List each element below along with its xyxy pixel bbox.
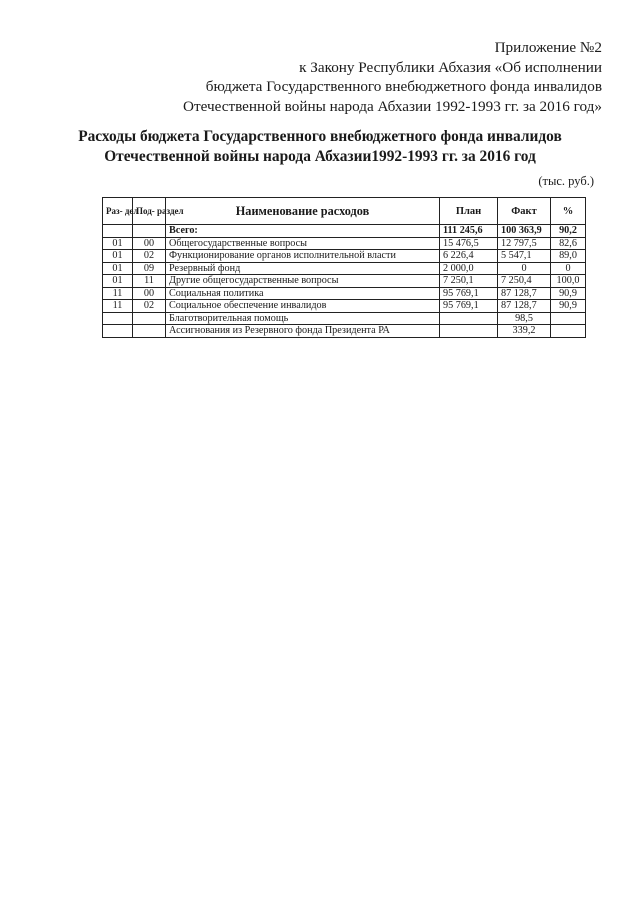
appendix-line-4: Отечественной войны народа Абхазии 1992-1993 гг. за 2016 год»	[182, 97, 602, 115]
table-row	[103, 250, 586, 263]
cell-name: Социальная политика	[166, 287, 440, 300]
units-label: (тыс. руб.)	[538, 174, 594, 188]
cell-podrazdel: 00	[133, 237, 166, 250]
appendix-line-1: Приложение №2	[494, 39, 602, 56]
header-razdel: Раз- дел	[103, 198, 133, 225]
expenses-table	[102, 197, 586, 338]
table-row	[103, 312, 586, 325]
cell-percent: 0	[551, 262, 586, 275]
cell-fact: 87 128,7	[498, 287, 551, 300]
table-row	[103, 325, 586, 338]
cell-razdel: 11	[103, 287, 133, 300]
cell-fact: 12 797,5	[498, 237, 551, 250]
cell-plan	[440, 312, 498, 325]
cell-name: Функционирование органов исполнительной власти	[166, 250, 440, 263]
header-plan: План	[440, 198, 498, 225]
cell-percent: 82,6	[551, 237, 586, 250]
cell-plan	[440, 325, 498, 338]
cell-razdel	[103, 312, 133, 325]
cell-razdel	[103, 225, 133, 238]
cell-podrazdel: 09	[133, 262, 166, 275]
cell-razdel: 01	[103, 250, 133, 263]
cell-fact: 98,5	[498, 312, 551, 325]
cell-percent: 90,9	[551, 287, 586, 300]
cell-plan: 7 250,1	[440, 275, 498, 288]
cell-fact: 100 363,9	[498, 225, 551, 238]
header-percent: %	[551, 198, 586, 225]
cell-percent	[551, 312, 586, 325]
cell-percent: 100,0	[551, 275, 586, 288]
document-title	[0, 127, 640, 166]
table-row	[103, 300, 586, 313]
cell-podrazdel	[133, 225, 166, 238]
table-header-row	[103, 198, 586, 225]
cell-percent	[551, 325, 586, 338]
cell-podrazdel: 00	[133, 287, 166, 300]
cell-razdel: 01	[103, 237, 133, 250]
cell-podrazdel: 02	[133, 250, 166, 263]
cell-name: Всего:	[166, 225, 440, 238]
cell-plan: 95 769,1	[440, 287, 498, 300]
cell-name: Благотворительная помощь	[166, 312, 440, 325]
cell-razdel: 01	[103, 275, 133, 288]
cell-razdel: 01	[103, 262, 133, 275]
cell-plan: 15 476,5	[440, 237, 498, 250]
cell-razdel	[103, 325, 133, 338]
cell-name: Социальное обеспечение инвалидов	[166, 300, 440, 313]
cell-name: Ассигнования из Резервного фонда Президента РА	[166, 325, 440, 338]
cell-fact: 87 128,7	[498, 300, 551, 313]
header-name: Наименование расходов	[166, 198, 440, 225]
cell-plan: 6 226,4	[440, 250, 498, 263]
total-row	[103, 225, 586, 238]
table-row	[103, 237, 586, 250]
cell-name: Общегосударственные вопросы	[166, 237, 440, 250]
cell-percent: 89,0	[551, 250, 586, 263]
title-line-2: Отечественной войны народа Абхазии1992-1993 гг. за 2016 год	[104, 147, 536, 165]
table-row	[103, 287, 586, 300]
cell-percent: 90,2	[551, 225, 586, 238]
cell-plan: 2 000,0	[440, 262, 498, 275]
cell-fact: 7 250,4	[498, 275, 551, 288]
table-row	[103, 262, 586, 275]
cell-podrazdel: 02	[133, 300, 166, 313]
title-line-1: Расходы бюджета Государственного внебюджетного фонда инвалидов	[78, 128, 562, 145]
appendix-line-2: к Закону Республики Абхазия «Об исполнении	[299, 58, 602, 76]
cell-fact: 5 547,1	[498, 250, 551, 263]
cell-podrazdel	[133, 325, 166, 338]
header-podrazdel: Под- раздел	[133, 198, 166, 225]
cell-razdel: 11	[103, 300, 133, 313]
cell-fact: 339,2	[498, 325, 551, 338]
cell-plan: 95 769,1	[440, 300, 498, 313]
cell-fact: 0	[498, 262, 551, 275]
cell-name: Резервный фонд	[166, 262, 440, 275]
cell-name: Другие общегосударственные вопросы	[166, 275, 440, 288]
appendix-header	[183, 38, 602, 116]
table-row	[103, 275, 586, 288]
cell-plan: 111 245,6	[440, 225, 498, 238]
header-fact: Факт	[498, 198, 551, 225]
cell-percent: 90,9	[551, 300, 586, 313]
cell-podrazdel	[133, 312, 166, 325]
appendix-line-3: бюджета Государственного внебюджетного фонда инвалидов	[205, 78, 602, 95]
cell-podrazdel: 11	[133, 275, 166, 288]
